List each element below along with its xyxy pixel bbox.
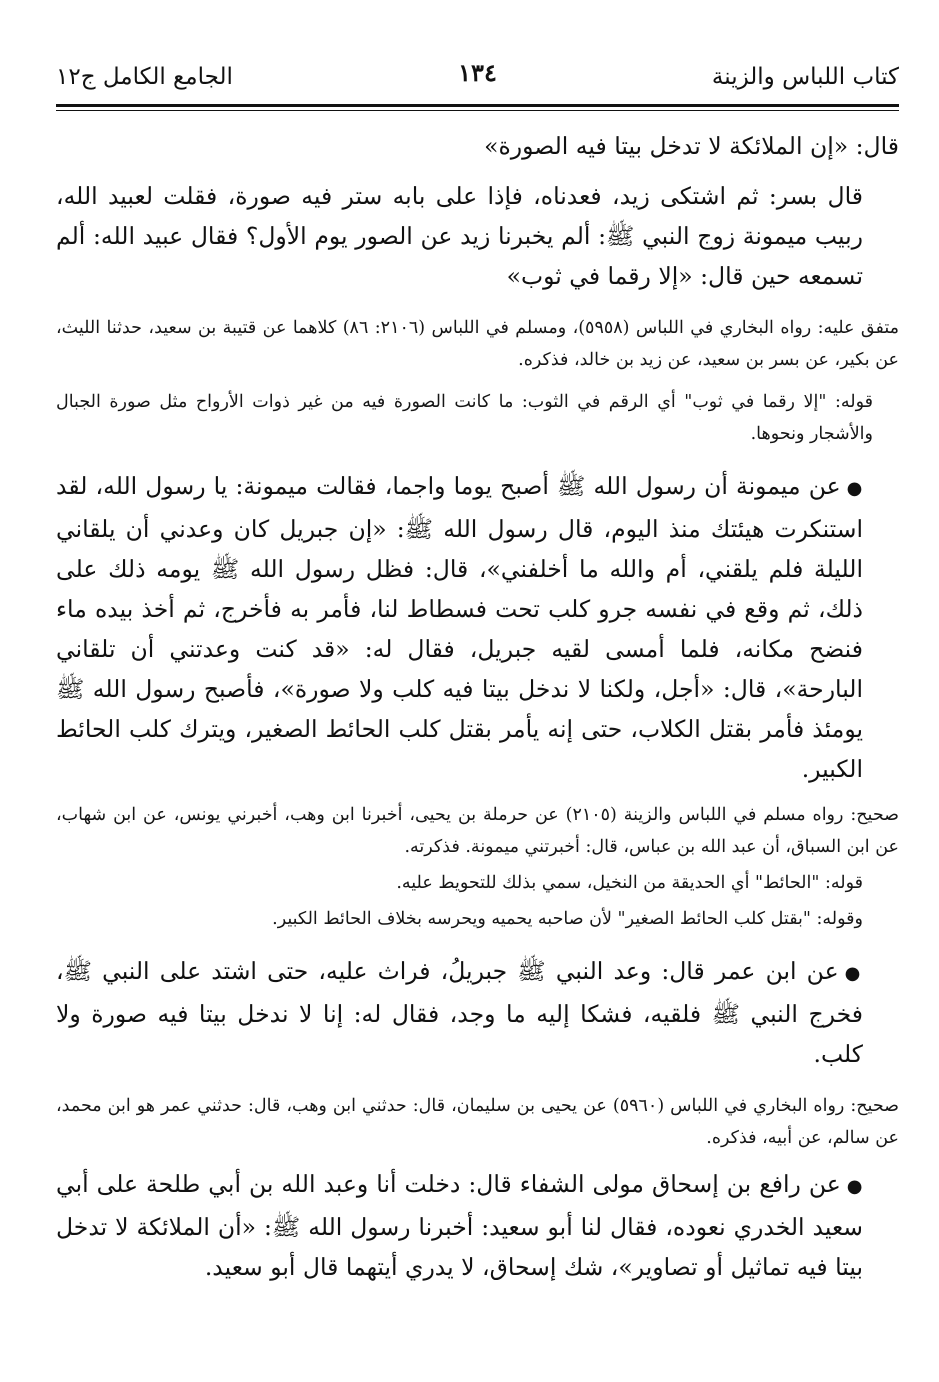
takhrij-note: متفق عليه: رواه البخاري في اللباس (٥٩٥٨)، ومسلم في اللباس (٢١٠٦: ٨٦) كلاهما عن قتيبة بن سعيد، حدثنا الليث، عن بكير، عن بسر بن سعيد، عن زيد بن خالد، فذكره. (56, 318, 899, 370)
commentary-note: وقوله: "بقتل كلب الحائط الصغير" لأن صاحبه يحميه ويحرسه بخلاف الحائط الكبير. (272, 909, 863, 929)
bullet-icon: ● (844, 963, 863, 984)
hadith-paragraph (56, 1164, 899, 1287)
hadith-paragraph (56, 951, 899, 1074)
hadith-text: عن ميمونة أن رسول الله ﷺ أصبح يوما واجما، فقالت ميمونة: يا رسول الله، لقد استنكرت هيئتك منذ اليوم، قال رسول الله ﷺ: «إن جبريل كان وعدني أن يلقاني الليلة فلم يلقني، أم والله ما أخلفني»، قال: فظل رسول الله ﷺ يومه ذلك على ذلك، ثم وقع في نفسه جرو كلب تحت فسطاط لنا، فأمر به فأخرج، ثم أخذ بيده ماء فنضح مكانه، فلما أمسى لقيه جبريل، فقال له: «قد كنت وعدتني أن تلقاني البارحة»، قال: «أجل، ولكنا لا ندخل بيتا فيه كلب ولا صورة»، فأصبح رسول الله ﷺ يومئذ فأمر بقتل الكلاب، حتى إنه يأمر بقتل كلب الحائط الصغير، ويترك كلب الحائط الكبير. (56, 472, 863, 783)
page-body (56, 126, 899, 1287)
narration-paragraph: قال بسر: ثم اشتكى زيد، فعدناه، فإذا على بابه ستر فيه صورة، فقلت لعبيد الله، ربيب ميمونة زوج النبي ﷺ: ألم يخبرنا زيد عن الصور يوم الأول؟ فقال عبيد الله: ألم تسمعه حين قال: «إلا رقما في ثوب» (56, 182, 863, 290)
bullet-icon: ● (846, 478, 863, 499)
book-title: كتاب اللباس والزينة (711, 64, 899, 90)
hadith-text: عن رافع بن إسحاق مولى الشفاء قال: دخلت أنا وعبد الله بن أبي طلحة على أبي سعيد الخدري نعوده، فقال لنا أبو سعيد: أخبرنا رسول الله ﷺ: «أن الملائكة لا تدخل بيتا فيه تماثيل أو تصاوير»، شك إسحاق، لا يدري أيتهما قال أبو سعيد. (56, 1170, 863, 1281)
hadith-continuation: قال: «إن الملائكة لا تدخل بيتا فيه الصورة» (484, 132, 899, 160)
takhrij-note: صحيح: رواه مسلم في اللباس والزينة (٢١٠٥) عن حرملة بن يحيى، أخبرنا ابن وهب، أخبرني يونس، عن ابن شهاب، عن ابن السباق، أن عبد الله بن عباس، قال: أخبرتني ميمونة. فذكرته. (56, 805, 899, 857)
hadith-text: عن ابن عمر قال: وعد النبي ﷺ جبريلُ، فراث عليه، حتى اشتد على النبي ﷺ، فخرج النبي ﷺ فلقيه، فشكا إليه ما وجد، فقال له: إنا لا ندخل بيتا فيه صورة ولا كلب. (56, 957, 863, 1068)
running-header (56, 0, 899, 110)
page-number: ١٣٤ (458, 58, 497, 87)
takhrij-note: صحيح: رواه البخاري في اللباس (٥٩٦٠) عن يحيى بن سليمان، قال: حدثني ابن وهب، قال: حدثني عمر هو ابن محمد، عن سالم، عن أبيه، فذكره. (56, 1096, 899, 1148)
hadith-paragraph (56, 466, 899, 789)
commentary-note: قوله: "الحائط" أي الحديقة من النخيل، سمي بذلك للتحويط عليه. (396, 873, 863, 893)
header-rule-thin (56, 110, 899, 111)
collection-title: الجامع الكامل ج١٢ (56, 64, 233, 90)
commentary-note: قوله: "إلا رقما في ثوب" أي الرقم في الثوب: ما كانت الصورة فيه من غير ذوات الأرواح مثل صورة الجبال والأشجار ونحوها. (56, 392, 873, 444)
bullet-icon: ● (846, 1176, 863, 1197)
header-rule-thick (56, 104, 899, 107)
